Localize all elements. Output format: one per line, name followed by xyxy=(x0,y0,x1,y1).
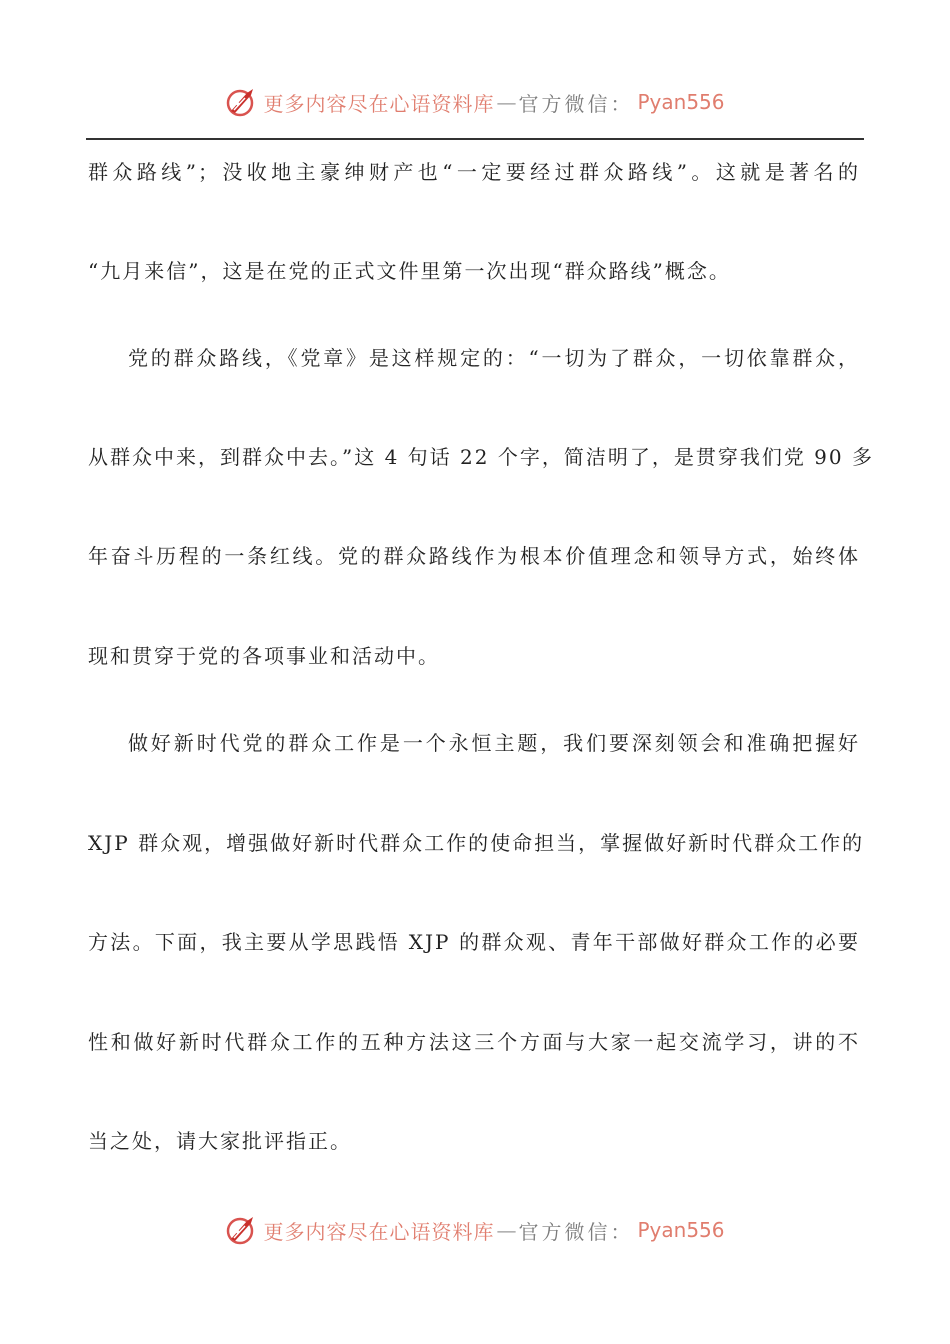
header-separator: — xyxy=(496,90,517,114)
footer-banner xyxy=(0,1210,950,1250)
text-line-9: 方法。下面，我主要从学思践悟 XJP 的群众观、青年干部做好群众工作的必要 xyxy=(88,930,860,954)
header-label: 官方微信： xyxy=(518,91,634,116)
text-line-4: 从群众中来，到群众中去。”这 4 句话 22 个字，简洁明了，是贯穿我们党 90 多 xyxy=(88,445,874,469)
footer-label: 官方微信： xyxy=(518,1219,634,1244)
text-line-10: 性和做好新时代群众工作的五种方法这三个方面与大家一起交流学习，讲的不 xyxy=(88,1030,860,1054)
text-line-8: XJP 群众观，增强做好新时代群众工作的使命担当，掌握做好新时代群众工作的 xyxy=(88,831,865,855)
footer-separator: — xyxy=(496,1218,517,1242)
text-line-6: 现和贯穿于党的各项事业和活动中。 xyxy=(88,644,440,668)
header-brand: 更多内容尽在心语资料库 xyxy=(263,91,495,116)
text-line-7: 做好新时代党的群众工作是一个永恒主题，我们要深刻领会和准确把握好 xyxy=(128,731,860,755)
text-line-11: 当之处，请大家批评指正。 xyxy=(88,1129,352,1153)
header-divider xyxy=(86,138,864,140)
footer-wechat-id: Pyan556 xyxy=(637,1218,725,1242)
pen-nib-logo-icon xyxy=(225,85,259,119)
header-banner xyxy=(0,82,950,122)
text-line-3: 党的群众路线，《党章》是这样规定的：“一切为了群众，一切依靠群众， xyxy=(128,346,860,370)
text-line-5: 年奋斗历程的一条红线。党的群众路线作为根本价值理念和领导方式，始终体 xyxy=(88,544,860,568)
footer-brand: 更多内容尽在心语资料库 xyxy=(263,1219,495,1244)
text-line-2: “九月来信”，这是在党的正式文件里第一次出现“群众路线”概念。 xyxy=(88,259,731,283)
pen-nib-logo-icon xyxy=(225,1213,259,1247)
header-wechat-id: Pyan556 xyxy=(637,90,725,114)
text-line-1: 群众路线”；没收地主豪绅财产也“一定要经过群众路线”。这就是著名的 xyxy=(88,160,860,184)
